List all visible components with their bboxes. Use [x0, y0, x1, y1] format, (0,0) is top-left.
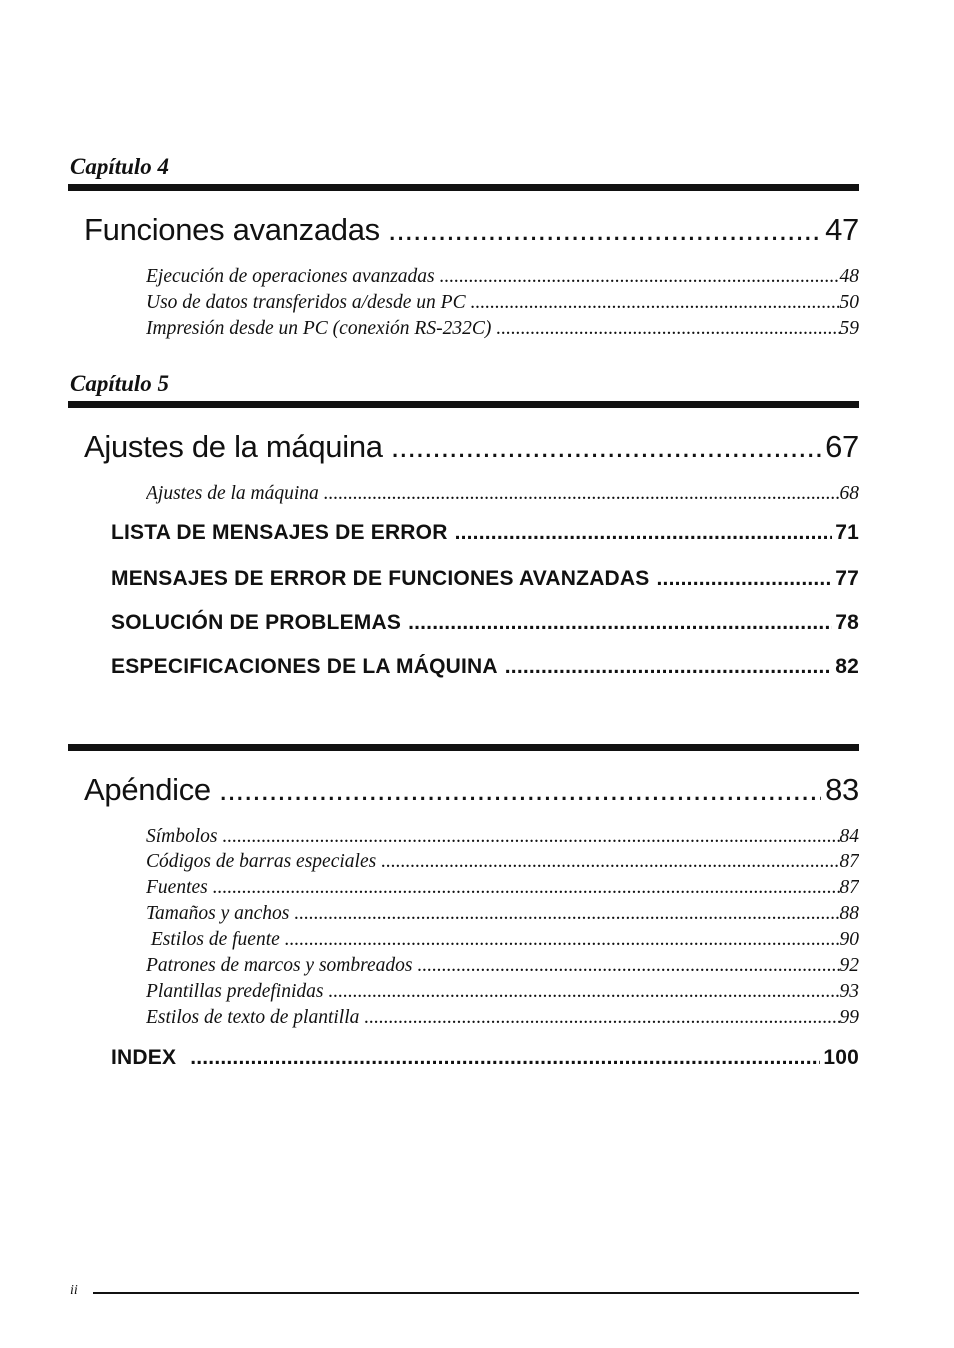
toc-page: 67 [825, 429, 859, 464]
toc-entry[interactable] [146, 290, 859, 316]
leader-dots [496, 316, 839, 342]
leader-dots [294, 901, 839, 927]
toc-entry[interactable] [146, 849, 859, 875]
toc-page: 87 [839, 851, 859, 872]
toc-section-label: SOLUCIÓN DE PROBLEMAS [111, 611, 402, 634]
toc-label: Impresión desde un PC (conexión RS-232C) [146, 318, 492, 339]
chapter-5-label: Capítulo 5 [70, 371, 170, 396]
toc-title: Apéndice [84, 772, 211, 807]
leader-dots [391, 428, 821, 466]
toc-section-label: LISTA DE MENSAJES DE ERROR [111, 521, 448, 544]
toc-entry[interactable] [146, 953, 859, 979]
leader-dots [213, 875, 840, 901]
chapter-5-rule [68, 401, 859, 408]
leader-dots [219, 771, 821, 809]
toc-entry[interactable] [146, 979, 859, 1005]
toc-page: 92 [839, 955, 859, 976]
toc-label: Estilos de fuente [146, 929, 280, 950]
toc-page: 77 [835, 567, 859, 590]
toc-label: Patrones de marcos y sombreados [146, 955, 413, 976]
chapter-4-rule [68, 184, 859, 191]
toc-label: Ajustes de la máquina [146, 483, 319, 504]
toc-entry[interactable] [146, 481, 859, 507]
toc-entry[interactable] [146, 901, 859, 927]
toc-label: Ejecución de operaciones avanzadas [146, 266, 435, 287]
toc-page: 93 [839, 981, 859, 1002]
leader-dots [285, 927, 840, 953]
toc-label: Tamaños y anchos [146, 903, 290, 924]
toc-section-label: ESPECIFICACIONES DE LA MÁQUINA [111, 655, 498, 678]
toc-page: 84 [839, 826, 859, 847]
toc-section[interactable] [111, 609, 859, 637]
toc-page: 48 [839, 266, 859, 287]
toc-page: 82 [835, 655, 859, 678]
toc-page: 68 [839, 483, 859, 504]
toc-page: 99 [839, 1007, 859, 1028]
toc-entry-ajustes-de-la-maquina[interactable] [84, 428, 859, 466]
toc-entry[interactable] [146, 264, 859, 290]
toc-section-label: MENSAJES DE ERROR DE FUNCIONES AVANZADAS [111, 567, 650, 590]
toc-page: 88 [839, 903, 859, 924]
toc-title: Ajustes de la máquina [84, 429, 383, 464]
page-number: ii [70, 1283, 78, 1298]
leader-dots [190, 1044, 820, 1072]
leader-dots [505, 653, 832, 681]
toc-section[interactable] [111, 653, 859, 681]
toc-page: 87 [839, 877, 859, 898]
footer-rule [93, 1292, 859, 1294]
leader-dots [408, 609, 832, 637]
leader-dots [417, 953, 839, 979]
toc-title: Funciones avanzadas [84, 212, 380, 247]
leader-dots [440, 264, 840, 290]
toc-label: Uso de datos transferidos a/desde un PC [146, 292, 466, 313]
toc-entry[interactable] [146, 316, 859, 342]
toc-entry[interactable] [146, 875, 859, 901]
toc-label: Fuentes [146, 877, 208, 898]
leader-dots [388, 211, 821, 249]
leader-dots [364, 1005, 839, 1031]
leader-dots [223, 824, 840, 850]
toc-entry[interactable] [146, 824, 859, 850]
toc-entry-apendice[interactable] [84, 771, 859, 809]
leader-dots [328, 979, 839, 1005]
appendix-rule [68, 744, 859, 751]
toc-section[interactable] [111, 519, 859, 547]
toc-page: 78 [835, 611, 859, 634]
toc-page: 100 [823, 1046, 859, 1069]
toc-section[interactable] [111, 565, 859, 593]
toc-page: 47 [825, 212, 859, 247]
leader-dots [455, 519, 833, 547]
toc-page: 83 [825, 772, 859, 807]
toc-entry[interactable] [146, 1005, 859, 1031]
toc-entry[interactable] [146, 927, 859, 953]
toc-label: Plantillas predefinidas [146, 981, 324, 1002]
leader-dots [324, 481, 840, 507]
toc-entry-funciones-avanzadas[interactable] [84, 211, 859, 249]
leader-dots [471, 290, 840, 316]
toc-section-label: INDEX [111, 1046, 177, 1069]
leader-dots [381, 849, 839, 875]
leader-dots [657, 565, 833, 593]
toc-label: Códigos de barras especiales [146, 851, 377, 872]
toc-label: Símbolos [146, 826, 218, 847]
toc-label: Estilos de texto de plantilla [146, 1007, 360, 1028]
toc-page: 50 [839, 292, 859, 313]
toc-page: 71 [835, 521, 859, 544]
toc-page: 59 [839, 318, 859, 339]
chapter-4-label: Capítulo 4 [70, 154, 170, 179]
toc-section-index[interactable] [111, 1044, 859, 1072]
toc-page: 90 [839, 929, 859, 950]
